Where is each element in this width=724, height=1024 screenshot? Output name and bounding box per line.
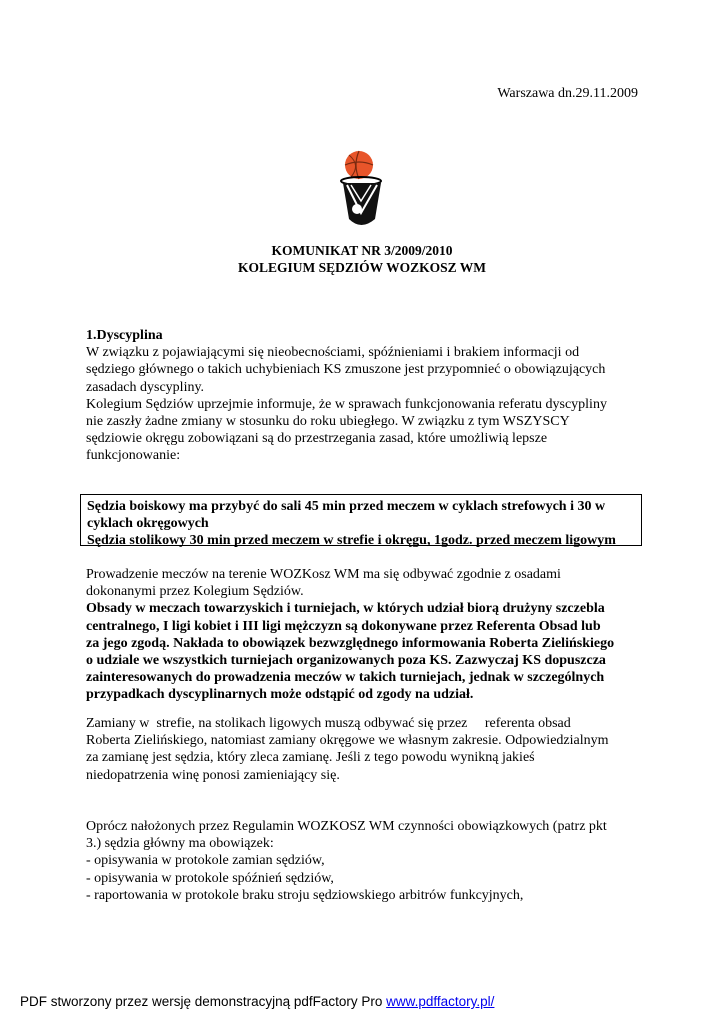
bold-text-line: zainteresowanych do prowadzenia meczów w takich turniejach, jednak w szczególnych: [86, 670, 605, 686]
list-item: - opisywania w protokole zamian sędziów,: [86, 853, 325, 869]
list-item: - raportowania w protokole braku stroju sędziowskiego arbitrów funkcyjnych,: [86, 887, 524, 903]
text-line: Oprócz nałożonych przez Regulamin WOZKOSZ WM czynności obowiązkowych (patrz pkt: [86, 819, 607, 834]
rules-box: [80, 494, 642, 546]
text-line: W związku z pojawiającymi się nieobecnościami, spóźnieniami i brakiem informacji od: [86, 345, 580, 361]
text-line: 3.) sędzia główny ma obowiązek:: [86, 836, 274, 852]
text-line: zasadach dyscypliny.: [86, 379, 205, 395]
paragraph-duties: [86, 818, 646, 904]
section-heading: 1.Dyscyplina: [86, 328, 163, 343]
section-discipline: [86, 327, 646, 465]
bold-text-line: przypadkach dyscyplinarnych może odstąpić od zgody na udział.: [86, 687, 474, 703]
text-line: Zamiany w strefie, na stolikach ligowych muszą odbywać się przez referenta obsad: [86, 716, 571, 731]
text-line: Kolegium Sędziów uprzejmie informuje, że w sprawach funkcjonowania referatu dyscypliny: [86, 396, 607, 412]
bold-text-line: Obsady w meczach towarzyskich i turniejach, w których udział biorą drużyny szczebla: [86, 601, 605, 617]
text-line: niedopatrzenia winę ponosi zamieniający się.: [86, 767, 340, 783]
bold-text-line: centralnego, I ligi kobiet i III ligi mężczyzn są dokonywane przez Referenta Obsad lub: [86, 618, 601, 634]
text-line: nie zaszły żadne zmiany w stosunku do roku ubiegłego. W związku z tym WSZYSCY: [86, 414, 570, 430]
text-line: Roberta Zielińskiego, natomiast zamiany okręgowe we własnym zakresie. Odpowiedzialnym: [86, 733, 609, 749]
title-line-2: KOLEGIUM SĘDZIÓW WOZKOSZ WM: [238, 260, 486, 275]
footer-link[interactable]: www.pdffactory.pl/: [386, 994, 495, 1009]
box-line: Sędzia boiskowy ma przybyć do sali 45 min przed meczem w cyklach strefowych i 30 w: [87, 499, 606, 514]
paragraph-assignments: [86, 566, 646, 704]
paragraph-substitutions: [86, 715, 646, 784]
title-line-1: KOMUNIKAT NR 3/2009/2010: [271, 243, 453, 258]
text-line: dokonanymi przez Kolegium Sędziów.: [86, 584, 304, 600]
text-line: sędziowie okręgu zobowiązani są do przestrzegania zasad, które umożliwią lepsze: [86, 431, 548, 447]
basketball-hoop-logo-icon: [337, 149, 385, 231]
bold-text-line: o udziale we wszystkich turniejach organizowanych poza KS. Zazwyczaj KS dopuszcza: [86, 653, 606, 669]
document-date: Warszawa dn.29.11.2009: [497, 86, 638, 101]
text-line: za zamianę jest sędzia, który zleca zamianę. Jeśli z tego powodu wynikną jakieś: [86, 750, 535, 766]
box-line: Sędzia stolikowy 30 min przed meczem w strefie i okręgu, 1godz. przed meczem ligowym: [87, 533, 616, 548]
text-line: Prowadzenie meczów na terenie WOZKosz WM ma się odbywać zgodnie z osadami: [86, 567, 561, 582]
list-item: - opisywania w protokole spóźnień sędziów,: [86, 870, 334, 886]
text-line: funkcjonowanie:: [86, 448, 181, 464]
bold-text-line: za jego zgodą. Nakłada to obowiązek bezwzględnego informowania Roberta Zielińskiego: [86, 635, 615, 651]
footer-text: PDF stworzony przez wersję demonstracyjną pdfFactory Pro: [20, 994, 387, 1009]
pdf-footer: [20, 994, 494, 1009]
box-line: cyklach okręgowych: [87, 516, 209, 531]
text-line: sędziego głównego o takich uchybieniach KS zmuszone jest przypomnieć o obowiązujących: [86, 362, 606, 378]
document-title: [0, 242, 724, 276]
